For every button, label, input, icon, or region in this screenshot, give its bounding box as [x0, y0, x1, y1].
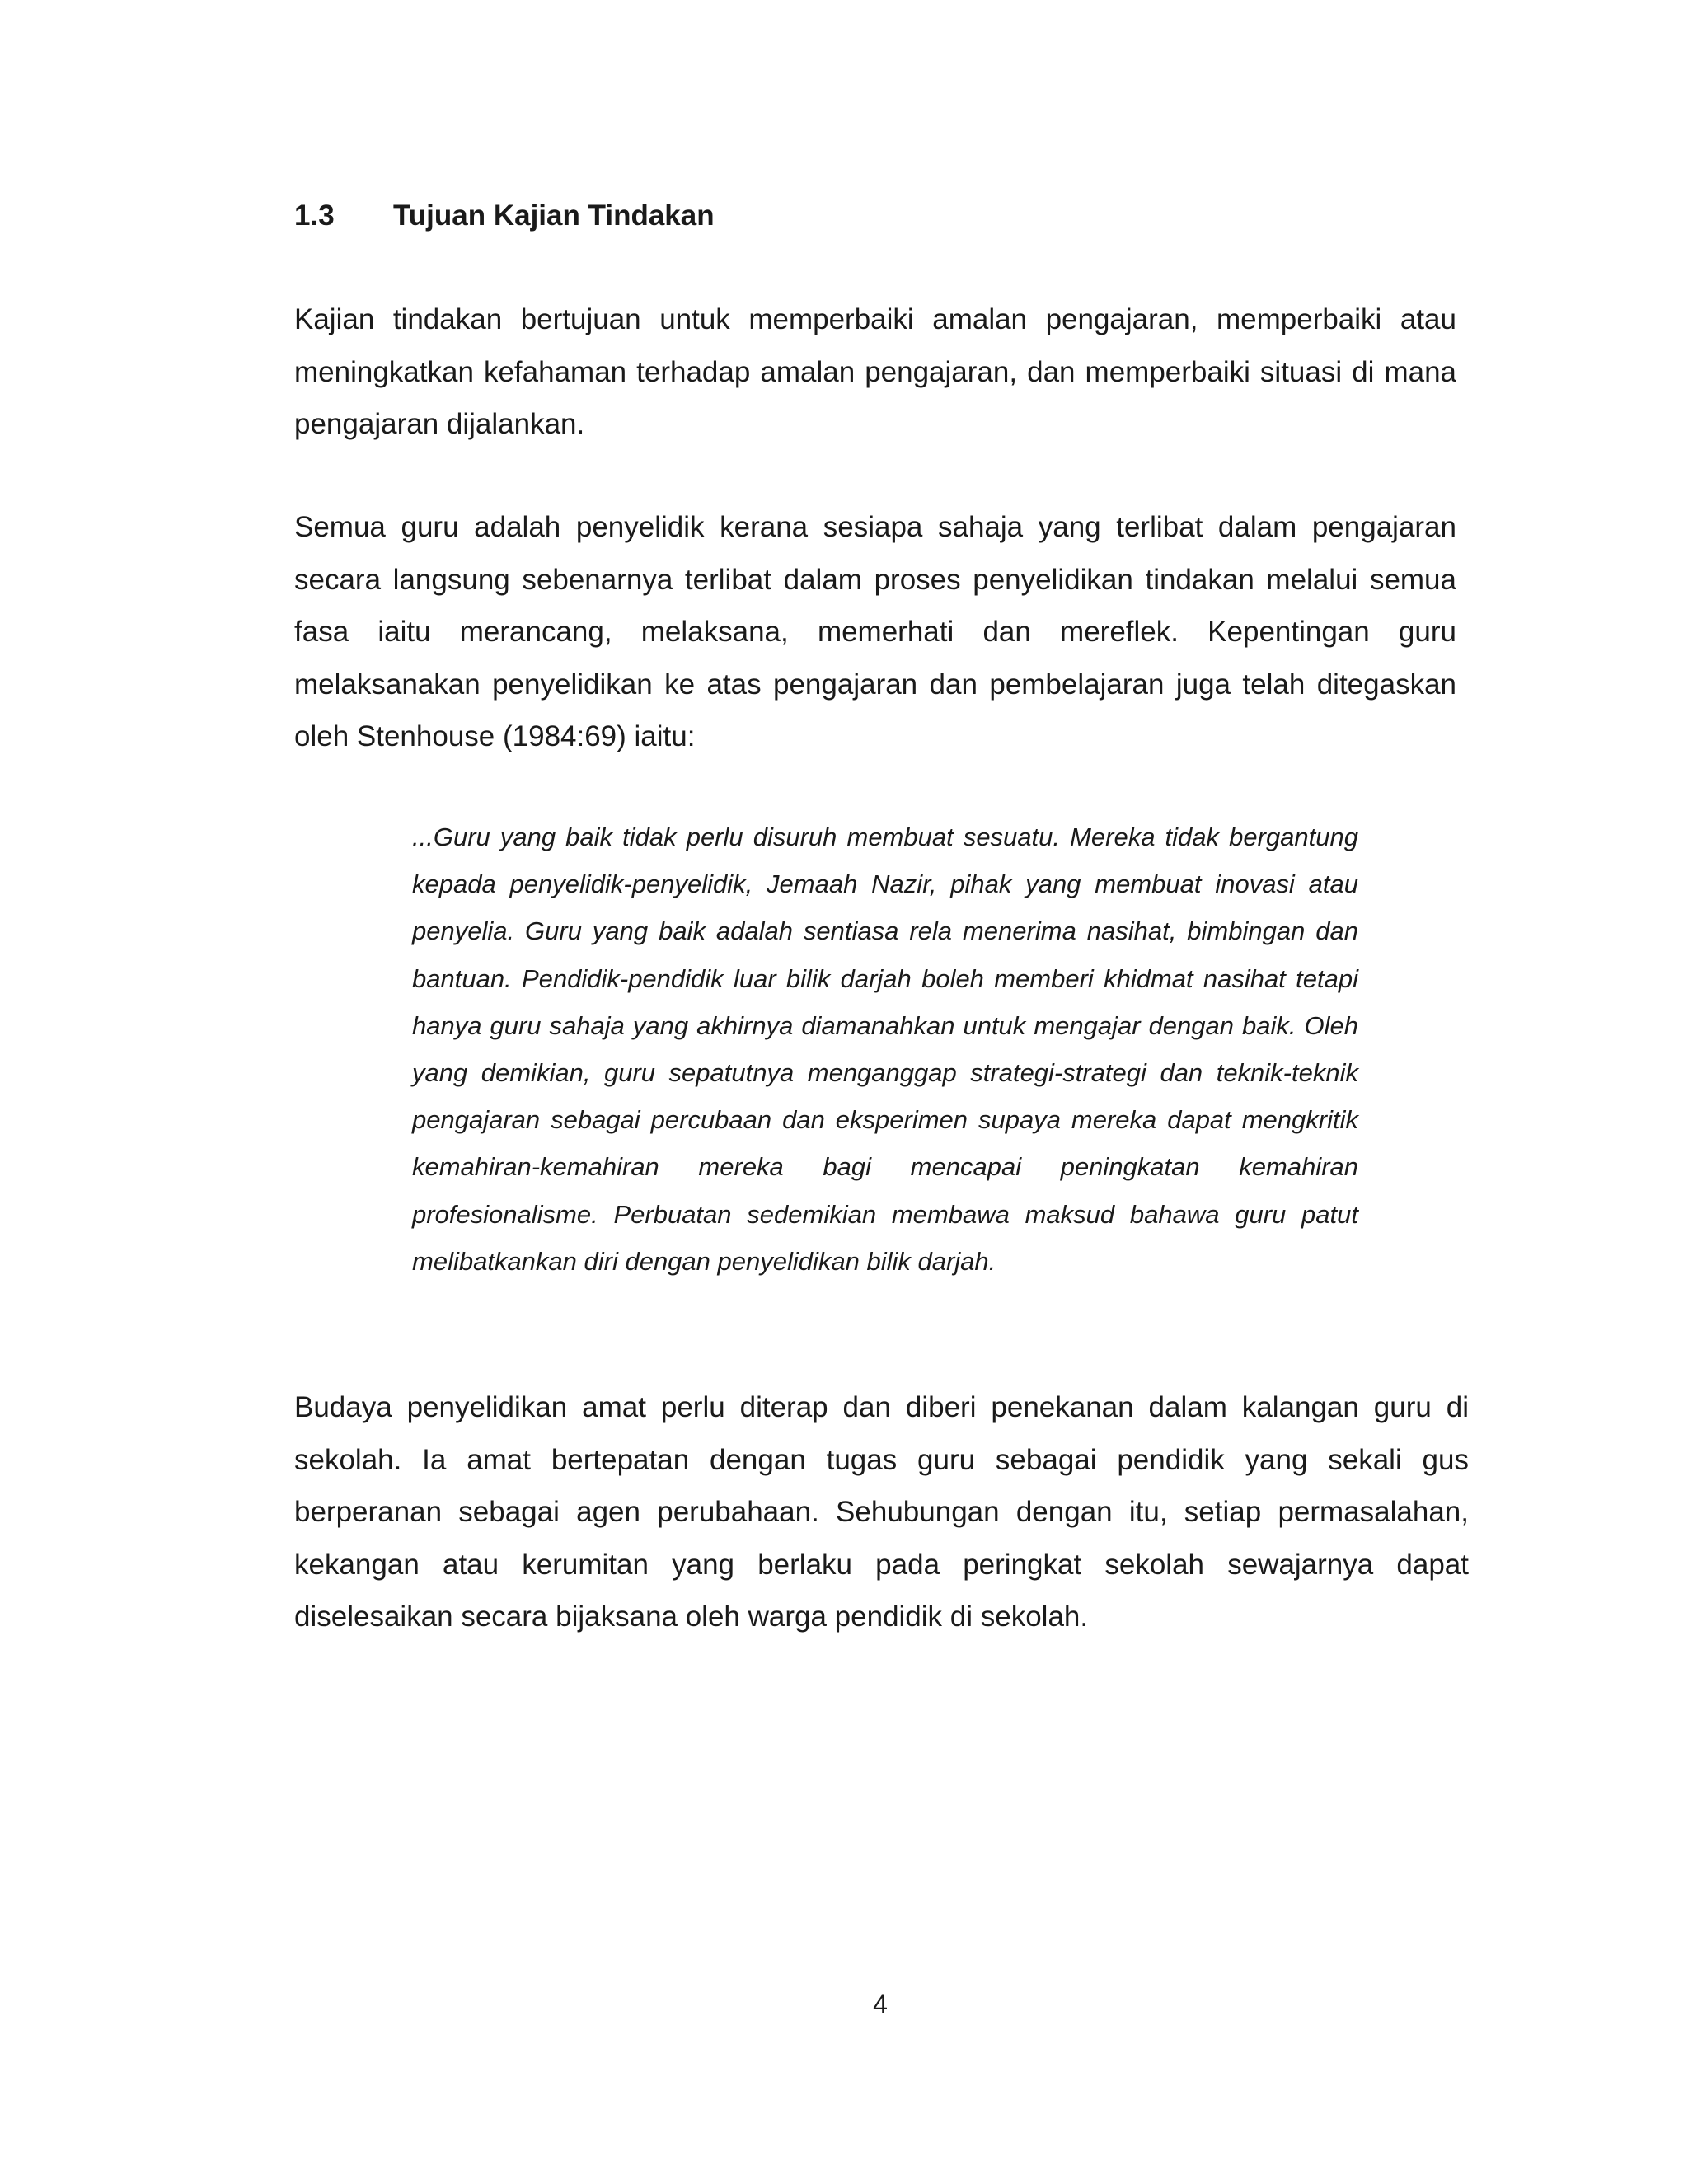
page-number: 4	[873, 1990, 888, 2019]
section-number: 1.3	[294, 199, 335, 232]
paragraph-research-culture: Budaya penyelidikan amat perlu diterap dan diberi penekanan dalam kalangan guru di sekolah. Ia amat bertepatan dengan tugas guru sebagai pendidik yang sekali gus berperanan sebagai agen perubahaan. Sehubungan dengan itu, setiap permasalahan, kekangan atau kerumitan yang berlaku pada peringkat sekolah sewajarnya dapat diselesaikan secara bijaksana oleh warga pendidik di sekolah.	[294, 1391, 1469, 1633]
section-heading	[294, 196, 715, 236]
block-quote-stenhouse: ...Guru yang baik tidak perlu disuruh membuat sesuatu. Mereka tidak bergantung kepada penyelidik-penyelidik, Jemaah Nazir, pihak yang membuat inovasi atau penyelia. Guru yang baik adalah sentiasa rela menerima nasihat, bimbingan dan bantuan. Pendidik-pendidik luar bilik darjah boleh memberi khidmat nasihat tetapi hanya guru sahaja yang akhirnya diamanahkan untuk mengajar dengan baik. Oleh yang demikian, guru sepatutnya menganggap strategi-strategi dan teknik-teknik pengajaran sebagai percubaan dan eksperimen supaya mereka dapat mengkritik kemahiran-kemahiran mereka bagi mencapai peningkatan kemahiran profesionalisme. Perbuatan sedemikian membawa maksud bahawa guru patut melibatkankan diri dengan penyelidikan bilik darjah.	[412, 823, 1358, 1276]
paragraph-purpose: Kajian tindakan bertujuan untuk memperbaiki amalan pengajaran, memperbaiki atau meningkatkan kefahaman terhadap amalan pengajaran, dan memperbaiki situasi di mana pengajaran dijalankan.	[294, 303, 1456, 440]
section-title: Tujuan Kajian Tindakan	[393, 199, 715, 232]
paragraph-teachers-as-researchers: Semua guru adalah penyelidik kerana sesiapa sahaja yang terlibat dalam pengajaran secara langsung sebenarnya terlibat dalam proses penyelidikan tindakan melalui semua fasa iaitu merancang, melaksana, memerhati dan mereflek. Kepentingan guru melaksanakan penyelidikan ke atas pengajaran dan pembelajaran juga telah ditegaskan oleh Stenhouse (1984:69) iaitu:	[294, 511, 1456, 752]
